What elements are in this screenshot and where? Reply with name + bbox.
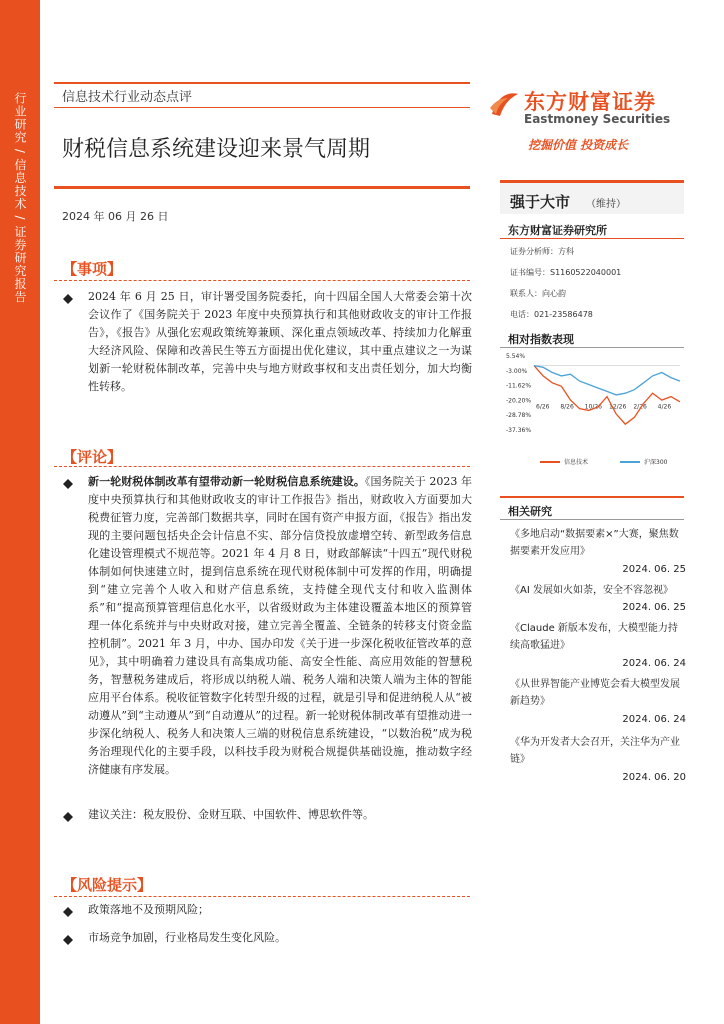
risk-rule	[54, 896, 470, 897]
analyst-line: 证券分析师：方科	[510, 247, 574, 256]
related-item-date: 2024. 06. 24	[622, 714, 686, 725]
chart-legend-label: 沪深300	[644, 459, 668, 466]
analyst-line: 证书编号：S1160522040001	[510, 268, 622, 277]
diamond-bullet-icon	[62, 906, 74, 918]
comment-lead: 新一轮财税体制改革有望带动新一轮财税信息系统建设。	[88, 475, 365, 488]
chart-legend	[540, 458, 668, 466]
sidebar-label: 行业研究 / 信息技术 / 证券研究报告	[13, 92, 27, 304]
analyst-line: 电话：021-23586478	[510, 310, 593, 319]
related-item-date: 2024. 06. 20	[622, 772, 686, 783]
chart-x-tick-label: 8/26	[560, 403, 574, 411]
chart-y-tick-label: -11.62%	[506, 382, 532, 390]
chart-lines	[534, 366, 680, 425]
related-item-date: 2024. 06. 25	[622, 564, 686, 575]
analyst-line: 联系人：向心韵	[510, 289, 566, 298]
chart-x-tick-label: 2/26	[633, 403, 647, 411]
related-rule	[500, 519, 684, 520]
diamond-bullet-icon	[62, 811, 74, 823]
chart-x-tick-label: 10/26	[584, 403, 602, 411]
event-rule	[54, 280, 470, 281]
institute-rule	[500, 238, 684, 239]
institute-name: 东方财富证券研究所	[508, 224, 607, 237]
related-heading: 相关研究	[508, 505, 552, 518]
related-item-title: 《多地启动“数据要素×”大赛，聚焦数据要素开发应用》	[510, 529, 679, 557]
chart-x-tick-label: 4/26	[657, 403, 672, 411]
index-rule	[500, 347, 684, 348]
logo-mark-icon	[488, 88, 520, 120]
report-title: 财税信息系统建设迎来景气周期	[62, 137, 371, 162]
comment-paragraph	[88, 473, 472, 779]
chart-y-tick-label: 5.54%	[506, 353, 526, 360]
diamond-bullet-icon	[62, 293, 74, 305]
diamond-bullet-icon	[62, 478, 74, 490]
chart-x-ticks	[536, 403, 671, 410]
risk-item: 政策落地不及预期风险；	[88, 903, 209, 916]
report-subtitle: 信息技术行业动态点评	[62, 90, 193, 105]
logo-name-en: Eastmoney Securities	[524, 112, 671, 126]
diamond-bullet-icon	[62, 934, 74, 946]
rating-sub: （维持）	[586, 199, 626, 210]
chart-series-line	[534, 366, 680, 395]
chart-y-tick-label: -3.00%	[506, 367, 528, 375]
comment-rule	[54, 466, 470, 467]
related-item-date: 2024. 06. 25	[622, 602, 686, 613]
related-item-date: 2024. 06. 24	[622, 658, 686, 669]
comment-body: 《国务院关于 2023 年度中央预算执行和其他财政收支的审计工作报告》指出，财政收入方面要加大税费征管力度，完善部门数据共享，同时在国有资产申报方面，《报告》指出发现的主要问题包括央企会计信息不实、部分信贷投放虚增空转、新型政务信息化建设管理模式不规范等。2021 年 4 月 8 日，财政部解读“十四五”现代财税体制如何快速建立时，提到信息系统在现代财税体制中可发挥的作用，明确提到“建立完善个人收入和财产信息系统，支持健全现代支付和收入监测体系”和“提高预算管理信息化水平，以省级财政为主体建设覆盖本地区的预算管理一体化系统并与中央财政对接，建立完善全覆盖、全链条的转移支付资金监控机制”。2021 年 3 月，中办、国办印发《关于进一步深化税收征管改革的意见》，其中明确着力建设具有高集成功能、高安全性能、高应用效能的智慧税务，智慧税务建成后，将形成以纳税人端、税务人端和决策人端为主体的智能应用平台体系。税收征管数字化转型升级的过程，就是引导和促进纳税人从“被动遵从”到“主动遵从”到“自动遵从”的过程。新一轮财税体制改革有望推动进一步深化纳税人、税务人和决策人三端的财税信息系统建设，“以数治税”成为税务治理现代化的主要手段，以科技手段为财税合规提供基础设施，推动数字经济健康有序发展。	[88, 475, 472, 776]
chart-x-tick-label: 12/26	[609, 403, 627, 411]
rating-main: 强于大市	[510, 193, 571, 211]
company-logo	[488, 86, 678, 130]
relative-index-chart	[504, 350, 684, 470]
chart-x-tick-label: 6/26	[536, 403, 550, 411]
related-item-title: 《华为开发者大会召开，关注华为产业链》	[510, 737, 680, 765]
chart-legend-label: 信息技术	[564, 459, 589, 466]
related-item-title: 《Claude 新版本发布，大模型能力持续高歌猛进》	[510, 623, 678, 651]
advice-paragraph: 建议关注：税友股份、金财互联、中国软件、博思软件等。	[88, 808, 374, 821]
chart-y-tick-label: -37.36%	[506, 427, 532, 434]
chart-y-tick-label: -20.20%	[506, 397, 532, 405]
logo-name-cn: 东方财富证券	[524, 90, 656, 114]
related-item-title: 《从世界智能产业博览会看大模型发展新趋势》	[510, 679, 680, 707]
chart-y-tick-label: -28.78%	[506, 412, 532, 420]
comment-heading: 【评论】	[62, 448, 123, 466]
event-heading: 【事项】	[62, 260, 123, 278]
rating-box	[500, 180, 684, 214]
chart-y-ticks	[506, 353, 531, 434]
title-rule	[54, 186, 470, 189]
risk-item: 市场竞争加剧，行业格局发生变化风险。	[88, 931, 286, 944]
report-date: 2024 年 06 月 26 日	[62, 210, 169, 223]
related-rule-top	[500, 496, 684, 498]
header-rule-top	[54, 82, 470, 84]
index-heading: 相对指数表现	[508, 333, 574, 346]
event-paragraph: 2024 年 6 月 25 日，审计署受国务院委托，向十四届全国人大常委会第十次会议作了《国务院关于 2023 年度中央预算执行和其他财政收支的审计工作报告》，《报告》从强化宏观政策统筹兼顾、深化重点领域改革、持续加力化解重大经济风险、保障和改善民生等五方面提出优化建议，其中重点建议之一为谋划新一轮财税体制改革，完善中央与地方财政事权和支出责任划分，加大均衡性转移。	[88, 290, 472, 393]
header-rule-second	[54, 107, 470, 108]
related-item-title: 《AI 发展如火如荼，安全不容忽视》	[510, 585, 673, 596]
logo-slogan: 挖掘价值 投资成长	[528, 138, 629, 152]
risk-heading: 【风险提示】	[62, 876, 153, 894]
